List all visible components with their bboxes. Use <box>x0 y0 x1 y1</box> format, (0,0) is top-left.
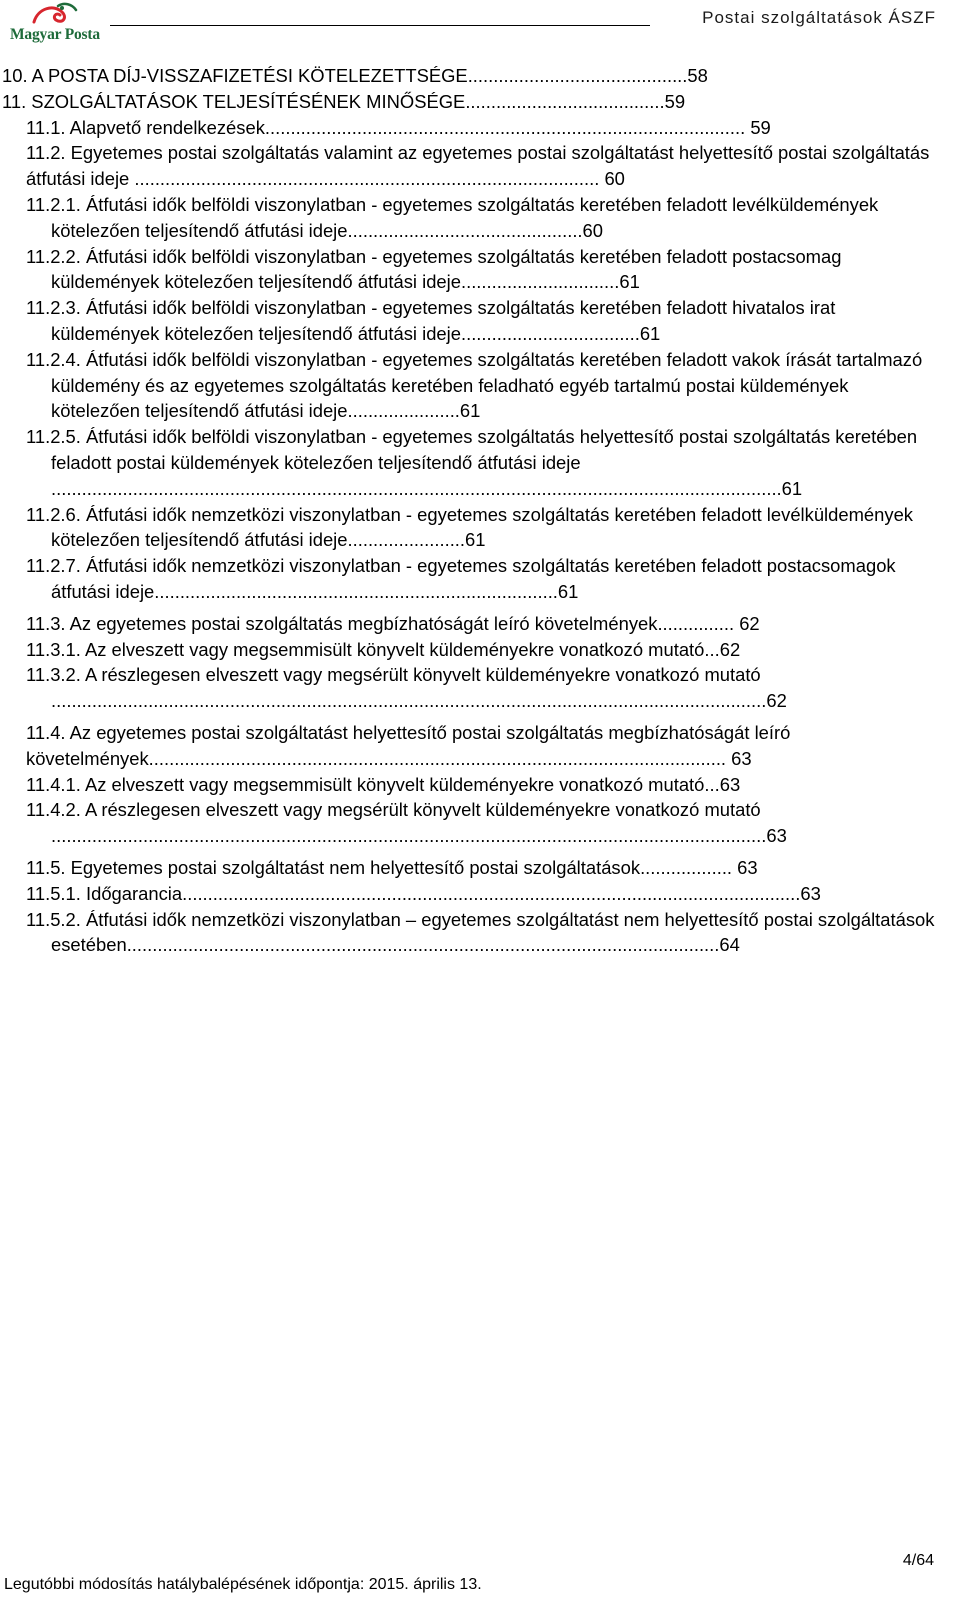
toc-leader-dots: ............................................................................................................................................ <box>51 825 767 847</box>
toc-page-number: 63 <box>766 825 787 847</box>
toc-page-number: 59 <box>745 116 771 138</box>
toc-entry[interactable] <box>0 720 960 772</box>
toc-entry-title: 11.4.1. Az elveszett vagy megsemmisült könyvelt küldeményekre vonatkozó mutató <box>26 773 705 795</box>
toc-page-number: 60 <box>599 168 625 190</box>
footer-modified-date: Legutóbbi módosítás hatálybalépésének időpontja: 2015. április 13. <box>4 1576 482 1593</box>
toc-page-number: 64 <box>719 934 740 956</box>
toc-leader-dots: ............................... <box>460 271 620 293</box>
toc-entry[interactable] <box>0 502 960 554</box>
toc-page-number: 63 <box>719 773 741 795</box>
toc-entry-title: 11.1. Alapvető rendelkezések <box>26 116 265 138</box>
toc-leader-dots: ....................................... <box>465 90 665 112</box>
toc-entry-title: 11.2.1. Átfutási idők belföldi viszonylatban - egyetemes szolgáltatás keretében feladott levélküldemények kötelezően teljesítendő átfutási ideje <box>26 193 879 241</box>
toc-entry[interactable] <box>0 347 960 424</box>
toc-leader-dots: ........................................... <box>467 65 688 86</box>
toc-entry[interactable] <box>0 662 960 714</box>
toc-leader-dots: .................................................................................................................... <box>126 934 720 956</box>
toc-entry[interactable] <box>0 89 960 115</box>
toc-page-number: 62 <box>734 612 760 634</box>
toc-entry-title: 11.2.3. Átfutási idők belföldi viszonylatban - egyetemes szolgáltatás keretében feladott hivatalos irat küldemények kötelezően teljesítendő átfutási ideje <box>26 297 836 344</box>
toc-leader-dots: ........................................................................................... <box>129 168 600 190</box>
toc-page-number: 61 <box>465 529 486 551</box>
document-title: Postai szolgáltatások ÁSZF <box>702 8 936 27</box>
toc-entry-title: 10. A POSTA DÍJ-VISSZAFIZETÉSI KÖTELEZETTSÉGE <box>2 65 468 86</box>
toc-leader-dots: ... <box>704 638 720 660</box>
toc-entry[interactable] <box>0 244 960 296</box>
toc-entry[interactable] <box>0 907 960 959</box>
toc-entry-title: 11.2.6. Átfutási idők nemzetközi viszonylatban - egyetemes szolgáltatás keretében feladott levélküldemények kötelezően teljesítendő átfutási ideje <box>26 503 913 551</box>
toc-entry[interactable] <box>0 553 960 605</box>
toc-entry[interactable] <box>0 63 960 89</box>
toc-leader-dots: ....................... <box>347 529 466 551</box>
toc-leader-dots: ................................................................................................................. <box>148 747 727 769</box>
toc-page-number: 59 <box>664 90 686 112</box>
toc-entry-title: 11.2. Egyetemes postai szolgáltatás valamint az egyetemes postai szolgáltatást helyettesítő postai szolgáltatás átfutási ideje <box>26 142 930 190</box>
toc-entry[interactable] <box>0 295 960 347</box>
toc-entry-title: 11.4.2. A részlegesen elveszett vagy megsérült könyvelt küldeményekre vonatkozó mutató <box>26 799 761 821</box>
post-horn-icon <box>28 2 80 28</box>
toc-entry[interactable] <box>0 855 960 881</box>
page-number: 4/64 <box>902 1552 934 1569</box>
toc-leader-dots: ......................................................................................................................... <box>182 882 801 904</box>
toc-page-number: 62 <box>766 690 787 712</box>
toc-leader-dots: ............................................................................................................................................ <box>51 690 767 712</box>
toc-page-number: 63 <box>732 856 758 878</box>
toc-entry-title: 11.3.2. A részlegesen elveszett vagy megsérült könyvelt küldeményekre vonatkozó mutató <box>26 664 761 686</box>
toc-entry[interactable] <box>0 115 960 141</box>
toc-page-number: 61 <box>781 477 803 499</box>
toc-entry[interactable] <box>0 637 960 663</box>
header-rule <box>110 25 650 26</box>
toc-leader-dots: ............................................................................... <box>154 580 558 602</box>
toc-leader-dots: ...................... <box>347 400 460 422</box>
toc-entry[interactable] <box>0 140 960 192</box>
toc-page-number: 62 <box>719 638 741 660</box>
toc-entry[interactable] <box>0 797 960 849</box>
toc-leader-dots: ... <box>704 773 720 795</box>
toc-page-number: 61 <box>639 322 661 344</box>
toc-leader-dots: ............................................................................................................................................... <box>51 477 782 499</box>
toc-entry-title: 11.3.1. Az elveszett vagy megsemmisült könyvelt küldeményekre vonatkozó mutató <box>26 638 705 660</box>
toc-entry[interactable] <box>0 192 960 244</box>
logo-wordmark: Magyar Posta <box>10 26 100 43</box>
toc-entry-title: 11.5. Egyetemes postai szolgáltatást nem helyettesítő postai szolgáltatások <box>26 856 641 878</box>
toc-page-number: 63 <box>726 747 752 769</box>
toc-entry[interactable] <box>0 611 960 637</box>
toc-entry-title: 11.2.2. Átfutási idők belföldi viszonylatban - egyetemes szolgáltatás keretében feladott postacsomag küldemények kötelezően teljesítendő átfutási ideje <box>26 245 842 293</box>
toc-entry-title: 11. SZOLGÁLTATÁSOK TELJESÍTÉSÉNEK MINŐSÉGE <box>2 90 466 112</box>
toc-entry[interactable] <box>0 881 960 907</box>
toc-leader-dots: .................. <box>640 856 733 878</box>
toc-entry-title: 11.2.7. Átfutási idők nemzetközi viszonylatban - egyetemes szolgáltatás keretében feladott postacsomagok átfutási ideje <box>26 555 896 602</box>
toc-leader-dots: .............................................................................................. <box>264 116 746 138</box>
toc-entry-title: 11.4. Az egyetemes postai szolgáltatást helyettesítő postai szolgáltatás megbízhatóságát leíró követelmények <box>26 721 791 769</box>
toc-entry-title: 11.2.4. Átfutási idők belföldi viszonylatban - egyetemes szolgáltatás keretében feladott vakok írását tartalmazó küldemény és az egyetemes szolgáltatás keretében feladható egyéb tartalmú postai küldemények kötelezően teljesítendő átfutási ideje <box>26 348 923 422</box>
toc-leader-dots: .............................................. <box>347 219 583 241</box>
toc-entry-title: 11.3. Az egyetemes postai szolgáltatás megbízhatóságát leíró követelmények <box>26 612 658 634</box>
toc-page-number: 63 <box>800 882 821 904</box>
toc-page-number: 61 <box>459 400 481 422</box>
toc-page-number: 58 <box>687 65 708 86</box>
toc-leader-dots: ................................... <box>460 322 640 344</box>
toc-page-number: 61 <box>619 271 640 293</box>
magyar-posta-logo <box>10 2 100 54</box>
toc-page-number: 60 <box>582 219 604 241</box>
toc-entry[interactable] <box>0 424 960 501</box>
page-header <box>0 0 960 62</box>
toc-page-number: 61 <box>557 580 579 602</box>
toc-leader-dots: ............... <box>657 612 735 634</box>
toc-entry[interactable] <box>0 772 960 798</box>
toc-entry-title: 11.5.2. Átfutási idők nemzetközi viszonylatban – egyetemes szolgáltatást nem helyettesítő postai szolgáltatások esetében <box>26 908 935 956</box>
toc-entry-title: 11.2.5. Átfutási idők belföldi viszonylatban - egyetemes szolgáltatás helyettesítő postai szolgáltatás keretében feladott postai küldemények kötelezően teljesítendő átfutási ideje <box>26 426 918 473</box>
toc-entry-title: 11.5.1. Időgarancia <box>26 882 183 904</box>
table-of-contents <box>0 63 960 958</box>
